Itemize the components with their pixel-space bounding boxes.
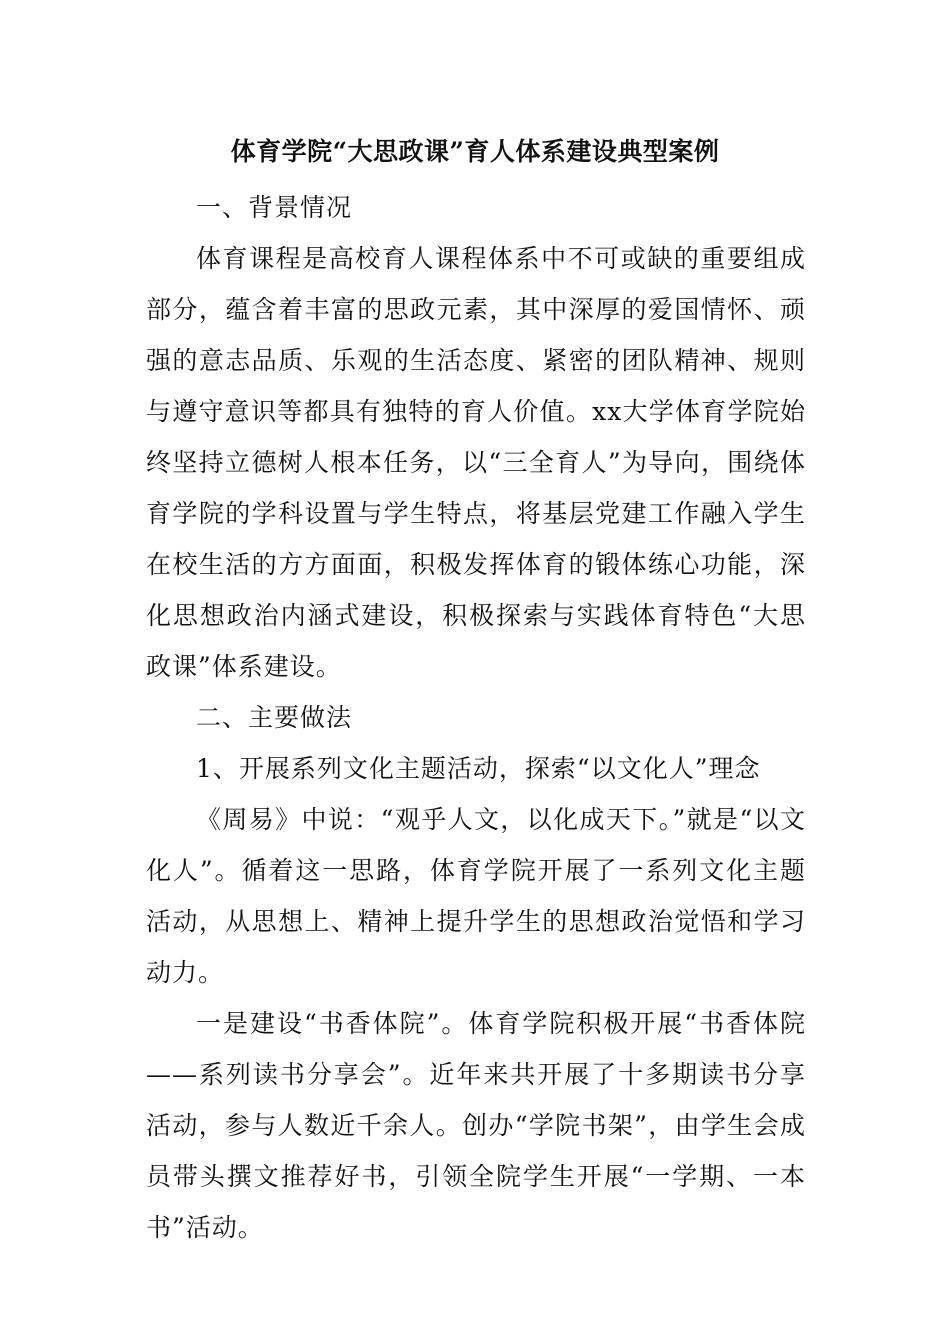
paragraph-culture-activities: 《周易》中说：“观乎人文，以化成天下。”就是“以文化人”。循着这一思路，体育学院开展了一系列文化主题活动，从思想上、精神上提升学生的思想政治觉悟和学习动力。: [146, 805, 806, 987]
subsection-heading-culture-activities: 1、开展系列文化主题活动，探索“以文化人”理念: [196, 754, 761, 783]
section-heading-main-practices: 二、主要做法: [196, 703, 353, 732]
paragraph-background: 体育课程是高校育人课程体系中不可或缺的重要组成部分，蕴含着丰富的思政元素，其中深厚的爱国情怀、顽强的意志品质、乐观的生活态度、紧密的团队精神、规则与遵守意识等都具有独特的育人价值。xx大学体育学院始终坚持立德树人根本任务，以“三全育人”为导向，围绕体育学院的学科设置与学生特点，将基层党建工作融入学生在校生活的方方面面，积极发挥体育的锻体练心功能，深化思想政治内涵式建设，积极探索与实践体育特色“大思政课”体系建设。: [146, 244, 806, 681]
document-body: [146, 182, 806, 1253]
document-title: 体育学院“大思政课”育人体系建设典型案例: [230, 137, 720, 166]
section-heading-background: 一、背景情况: [196, 193, 353, 222]
paragraph-bookish-academy: 一是建设“书香体院”。体育学院积极开展“书香体院——系列读书分享会”。近年来共开展了十多期读书分享活动，参与人数近千余人。创办“学院书架”，由学生会成员带头撰文推荐好书，引领全院学生开展“一学期、一本书”活动。: [146, 1009, 806, 1242]
